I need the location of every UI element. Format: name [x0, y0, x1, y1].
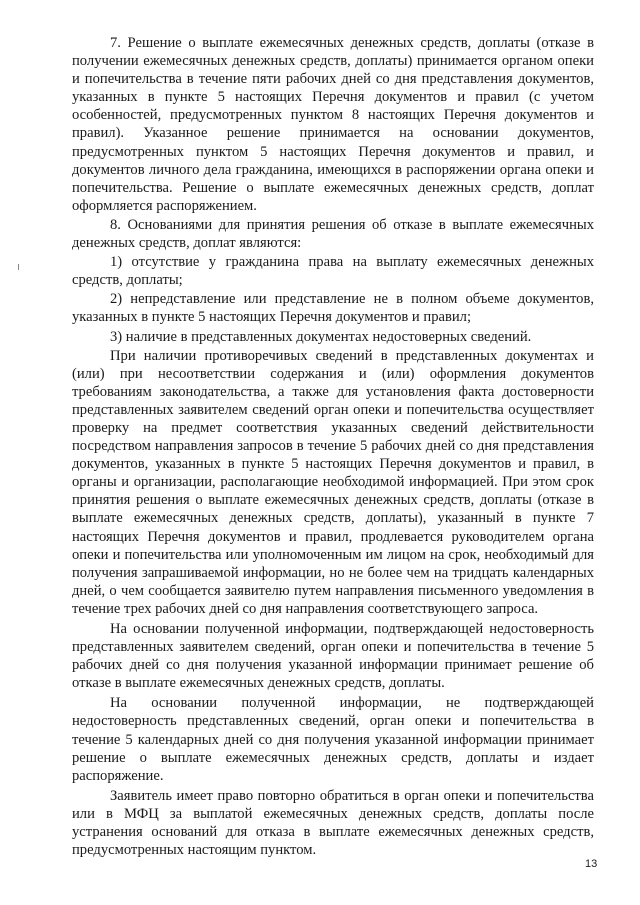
page-number: 13	[585, 858, 598, 870]
paragraph-reapply-right: Заявитель имеет право повторно обратиться в орган опеки и попечительства или в МФЦ за выплатой ежемесячных денежных средств, доплаты после устранения оснований для отказа в выплате ежемесячных денежных средств, предусмотренных настоящим пунктом.	[72, 787, 594, 859]
document-page	[72, 34, 594, 859]
paragraph-item-7: 7. Решение о выплате ежемесячных денежных средств, доплаты (отказе в получении ежемесячных денежных средств, доплаты) принимается органом опеки и попечительства в течение пяти рабочих дней со дня представления документов, указанных в пункте 5 настоящих Перечня документов и правил (с учетом особенностей, предусмотренных пунктом 8 настоящих Перечня документов и правил). Указанное решение принимается на основании документов, предусмотренных пунктом 5 настоящих Перечня документов и правил, и документов личного дела гражданина, имеющихся в распоряжении органа опеки и попечительства. Решение о выплате ежемесячных денежных средств, доплат оформляется распоряжением.	[72, 35, 594, 214]
paragraph-subitem-1: 1) отсутствие у гражданина права на выплату ежемесячных денежных средств, доплаты;	[72, 254, 594, 289]
paragraph-subitem-3: 3) наличие в представленных документах недостоверных сведений.	[110, 328, 532, 345]
paragraph-payment-decision: На основании полученной информации, не подтверждающей недостоверность представленных сведений, орган опеки и попечительства в течение 5 календарных дней со дня получения указанной информации принимает решение о выплате ежемесячных денежных средств, доплаты и издает распоряжение.	[72, 695, 594, 784]
paragraph-item-8: 8. Основаниями для принятия решения об отказе в выплате ежемесячных денежных средств, доплат являются:	[72, 216, 594, 252]
margin-mark	[18, 264, 19, 270]
paragraph-verification: При наличии противоречивых сведений в представленных документах и (или) при несоответствии содержания и (или) оформления документов требованиям законодательства, а также для установления факта достоверности представленных заявителем сведений орган опеки и попечительства осуществляет проверку на предмет соответствия указанных сведений действительности посредством направления запросов в течение 5 рабочих дней со дня представления документов, указанных в пункте 5 настоящих Перечня документов и правил, в органы и организации, располагающие необходимой информацией. При этом срок принятия решения о выплате ежемесячных денежных средств, доплаты (отказе в выплате ежемесячных денежных средств, доплаты), указанный в пункте 7 настоящих Перечня документов и правил, продлевается руководителем органа опеки и попечительства или уполномоченным им лицом на срок, необходимый для получения запрашиваемой информации, но не более чем на тридцать календарных дней, о чем сообщается заявителю путем направления письменного уведомления в течение трех рабочих дней со дня направления соответствующего запроса.	[72, 347, 594, 617]
paragraph-subitem-2: 2) непредставление или представление не в полном объеме документов, указанных в пункте 5 настоящих Перечня документов и правил;	[72, 291, 594, 326]
paragraph-refusal-decision: На основании полученной информации, подтверждающей недостоверность представленных заявителем сведений, орган опеки и попечительства в течение 5 рабочих дней со дня получения указанной информации принимает решение об отказе в выплате ежемесячных денежных средств, доплаты.	[72, 621, 594, 692]
